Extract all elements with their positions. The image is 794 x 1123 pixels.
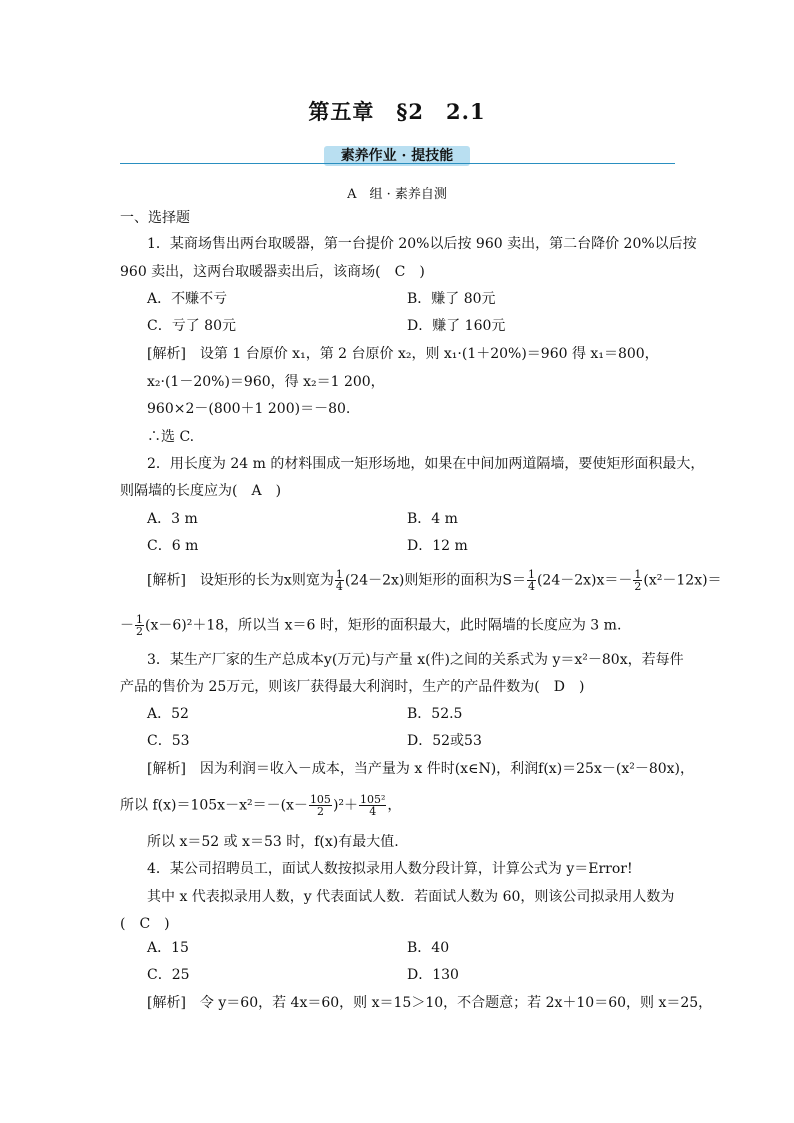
q4-stem-line3: ( C )	[120, 916, 170, 932]
q3-solution-text-a: 所以 f(x)＝105x－x²＝－	[120, 797, 281, 814]
fraction	[309, 794, 332, 817]
q2-solution-text-b: (24－2x)则矩形的面积为S＝	[344, 572, 526, 589]
q2-option-a: A．3 m	[147, 511, 198, 527]
q2-stem-line2: 则隔墙的长度应为( A )	[120, 483, 282, 499]
q2-solution-text-d: (x²－12x)＝	[643, 572, 722, 589]
fraction	[135, 614, 144, 637]
q1-solution-line4: ∴选 C.	[147, 429, 195, 445]
q1-option-d: D．赚了 160元	[407, 318, 506, 334]
q2-option-c: C．6 m	[147, 538, 199, 554]
q1-solution-line3: 960×2－(800＋1 200)＝－80.	[147, 401, 351, 417]
fraction-denominator: 2	[316, 805, 324, 818]
fraction-numerator: 1	[634, 568, 642, 581]
q4-option-c: C．25	[147, 967, 190, 983]
q4-option-a: A．15	[147, 940, 189, 956]
section-heading: 一、选择题	[120, 210, 190, 226]
section-badge: 素养作业 · 提技能	[324, 146, 470, 166]
fraction	[335, 569, 344, 592]
fraction	[633, 569, 642, 592]
q3-solution-text-d: ，	[387, 797, 402, 814]
fraction-numerator: 1	[527, 568, 535, 581]
fraction-numerator: 1	[136, 613, 143, 626]
q2-solution-line1	[147, 569, 722, 592]
page-title: 第五章 §2 2.1	[308, 99, 486, 124]
group-heading: A 组 · 素养自测	[347, 187, 447, 202]
q3-solution-text-c: )²＋	[332, 797, 359, 814]
fraction-denominator: 2	[634, 580, 642, 593]
q3-option-c: C．53	[147, 733, 190, 749]
header-divider	[120, 163, 675, 164]
q3-option-d: D．52或53	[407, 733, 482, 749]
q4-option-b: B．40	[407, 940, 450, 956]
q1-option-b: B．赚了 80元	[407, 291, 496, 307]
q3-option-a: A．52	[147, 706, 189, 722]
q3-solution-line2	[120, 794, 401, 817]
minus-sign: －	[120, 617, 134, 634]
q4-stem-line2: 其中 x 代表拟录用人数，y 代表面试人数．若面试人数为 60，则该公司拟录用人数为	[147, 889, 675, 905]
fraction-denominator: 4	[369, 805, 377, 818]
fraction-numerator: 1	[335, 568, 343, 581]
q3-solution-line1: [解析] 因为利润＝收入－成本，当产量为 x 件时(x∈N)，利润f(x)＝25x－(x²－80x)，	[147, 761, 695, 777]
fraction-denominator: 4	[527, 580, 535, 593]
q2-solution-text-c: (24－2x)x＝－	[536, 572, 633, 589]
q2-option-d: D．12 m	[407, 538, 468, 554]
q1-solution-line1: [解析] 设第 1 台原价 x₁，第 2 台原价 x₂，则 x₁·(1＋20%)＝960 得 x₁＝800，	[147, 346, 659, 362]
q1-stem-line2: 960 卖出，这两台取暖器卖出后，该商场( C )	[120, 264, 425, 280]
q4-option-d: D．130	[407, 967, 459, 983]
q1-option-c: C．亏了 80元	[147, 318, 236, 334]
fraction-denominator: 2	[136, 625, 143, 638]
q2-solution-text-a: [解析] 设矩形的长为x则宽为	[147, 572, 334, 589]
fraction-numerator: 105²	[360, 793, 386, 806]
q2-solution-text-e: (x－6)²＋18，所以当 x＝6 时，矩形的面积最大，此时隔墙的长度应为 3 m.	[145, 617, 622, 634]
q3-solution-line3: 所以 x＝52 或 x＝53 时，f(x)有最大值.	[147, 834, 399, 850]
q3-stem-line2: 产品的售价为 25万元，则该厂获得最大利润时，生产的产品件数为( D )	[120, 679, 585, 695]
q2-stem-line1: 2．用长度为 24 m 的材料围成一矩形场地，如果在中间加两道隔墙，要使矩形面积最大，	[147, 456, 705, 472]
q1-stem-line1: 1．某商场售出两台取暖器，第一台提价 20%以后按 960 卖出，第二台降价 20%以后按	[147, 236, 697, 252]
q3-stem-line1: 3．某生产厂家的生产总成本y(万元)与产量 x(件)之间的关系式为 y＝x²－80x，若每件	[147, 652, 684, 668]
q2-option-b: B．4 m	[407, 511, 458, 527]
q3-solution-text-b: (x－	[280, 797, 308, 814]
q4-stem-line1: 4．某公司招聘员工，面试人数按拟录用人数分段计算，计算公式为 y＝Error!	[147, 861, 633, 877]
q4-solution-line1: [解析] 令 y＝60，若 4x＝60，则 x＝15＞10，不合题意；若 2x＋10＝60，则 x＝25，	[147, 995, 713, 1011]
q2-solution-line2	[120, 614, 621, 637]
q3-option-b: B．52.5	[407, 706, 463, 722]
fraction-denominator: 4	[335, 580, 343, 593]
fraction-numerator: 105	[309, 793, 331, 806]
q1-solution-line2: x₂·(1－20%)＝960，得 x₂＝1 200，	[147, 374, 385, 390]
fraction	[527, 569, 536, 592]
q1-option-a: A．不赚不亏	[147, 291, 228, 307]
fraction	[359, 794, 386, 817]
